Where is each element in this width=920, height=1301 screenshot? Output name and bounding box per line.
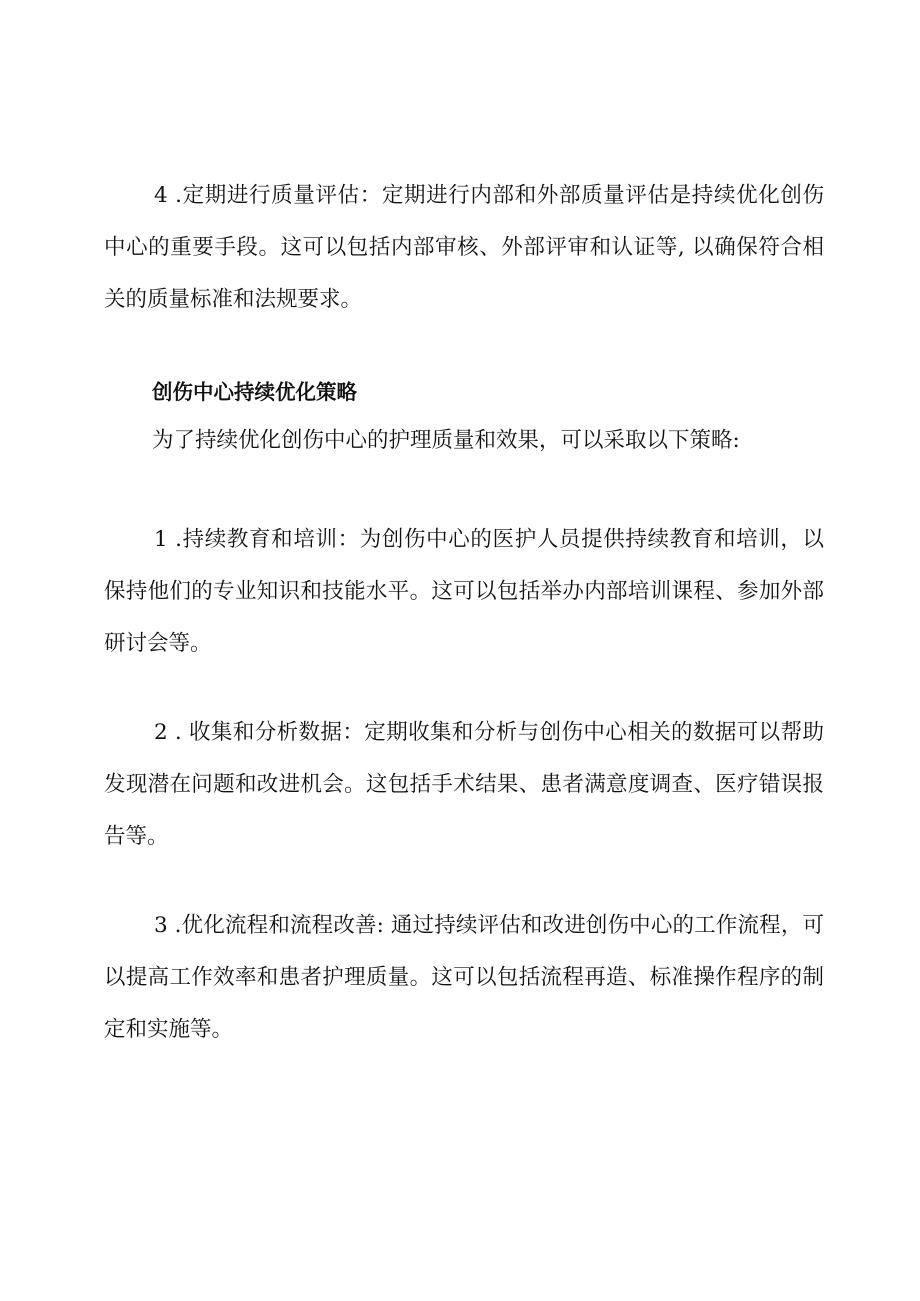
strategy-data-analysis: 2 . 收集和分析数据：定期收集和分析与创伤中心相关的数据可以帮助发现潜在问题和改进机会。这包括手术结果、患者满意度调查、医疗错误报告等。 [104,720,824,849]
strategy-process-optimization: 3 .优化流程和流程改善: 通过持续评估和改进创伤中心的工作流程，可以提高工作效率和患者护理质量。这可以包括流程再造、标准操作程序的制定和实施等。 [104,913,824,1042]
section-heading: 创伤中心持续优化策略 [152,380,357,404]
section-intro: 为了持续优化创伤中心的护理质量和效果，可以采取以下策略: [152,428,740,453]
strategy-education-training: 1 .持续教育和培训：为创伤中心的医护人员提供持续教育和培训，以保持他们的专业知识和技能水平。这可以包括举办内部培训课程、参加外部研讨会等。 [104,527,824,656]
paragraph-quality-assessment: 4 .定期进行质量评估：定期进行内部和外部质量评估是持续优化创伤中心的重要手段。这可以包括内部审核、外部评审和认证等, 以确保符合相关的质量标准和法规要求。 [104,183,824,312]
